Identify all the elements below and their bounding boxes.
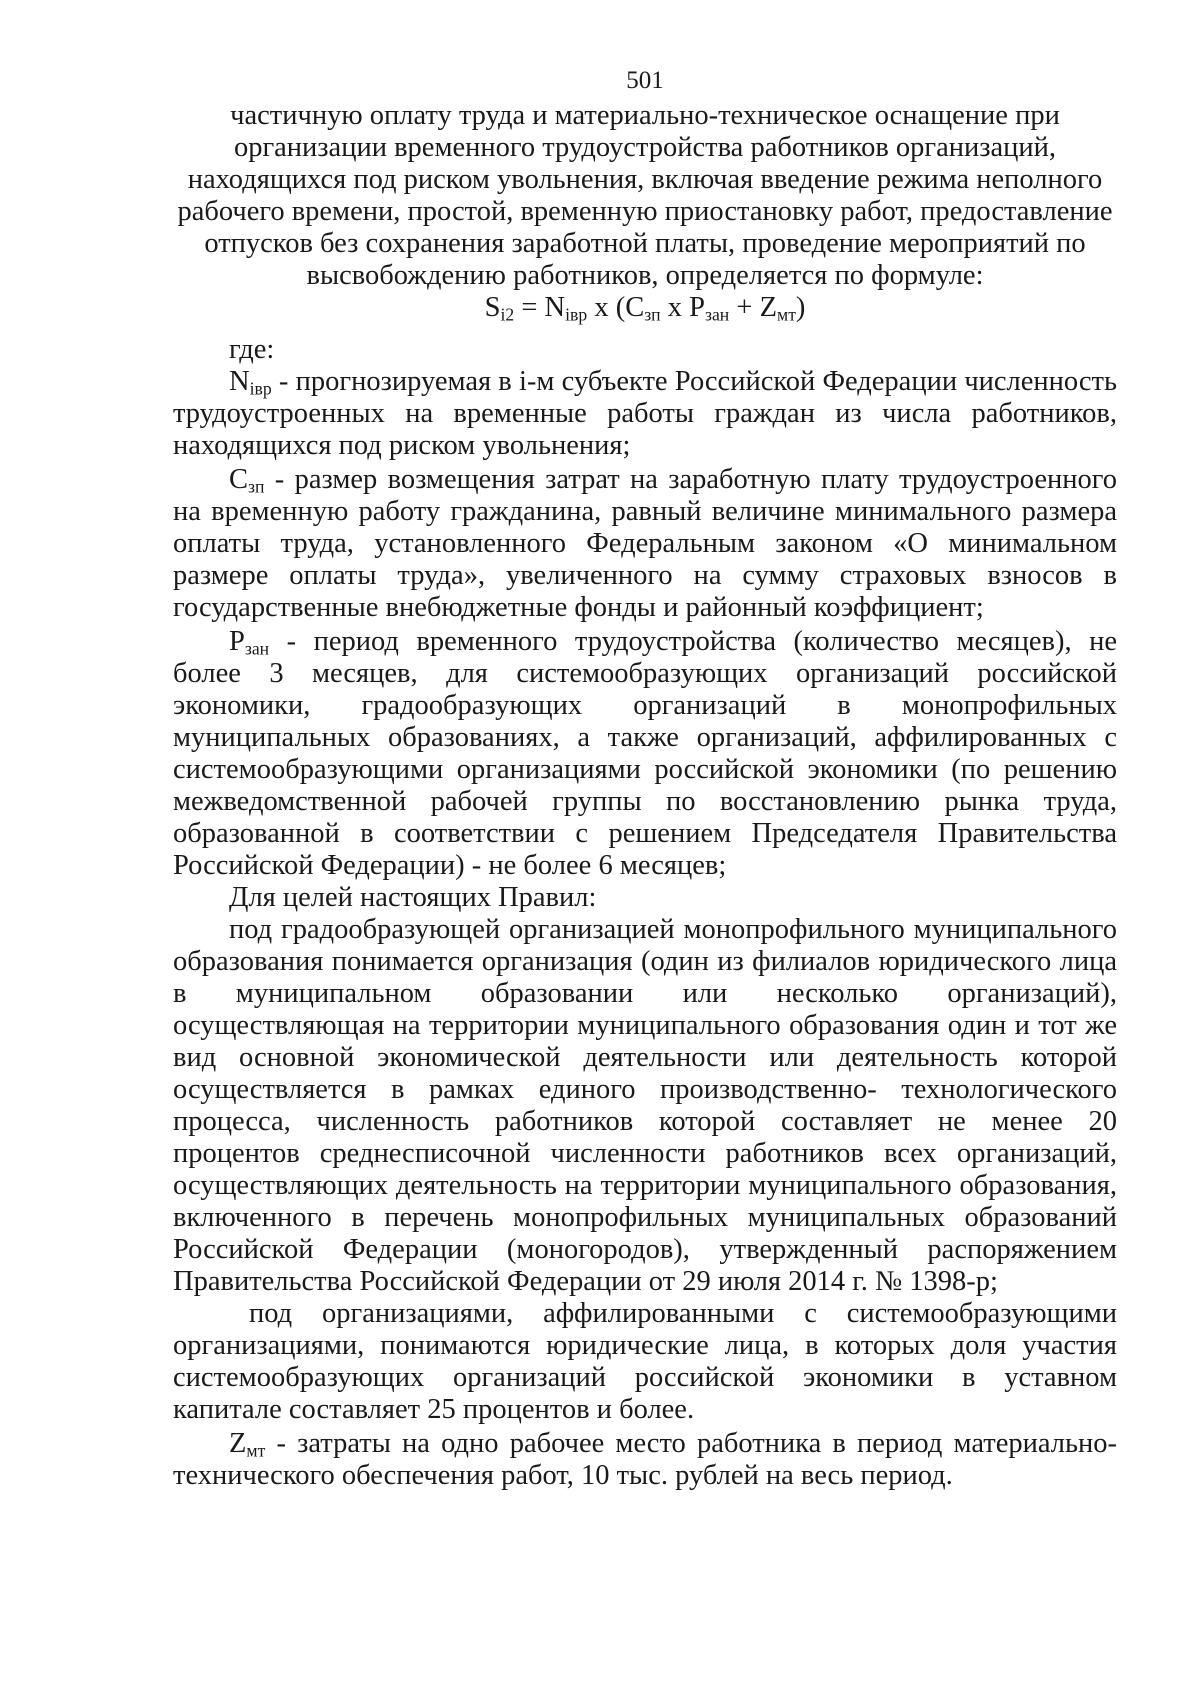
formula-x2: х (660, 292, 690, 323)
formula-n: N (544, 292, 566, 323)
formula-lhs: S (484, 292, 501, 323)
definition-n-sub: iвр (249, 378, 272, 399)
formula-plus: + (729, 292, 760, 323)
formula-z: Z (759, 292, 778, 323)
definition-n-text: - прогнозируемая в i-м субъекте Российской Федерации численность трудоустроенных на временные работы граждан из числа работников, находящихся под риском увольнения; (173, 366, 1117, 461)
rules-label: Для целей настоящих Правил: (229, 882, 597, 913)
rule-city-forming: под градообразующей организацией монопрофильного муниципального образования понимается организация (один из филиалов юридического лица в муниципальном образовании или несколько организаций), осуществляющая на территории муниципального образования один и тот же вид основной экономической деятельности или деятельность которой осуществляется в рамках единого производственно- технологического процесса, численность работников которой составляет не менее 20 процентов среднесписочной численности работников всех организаций, осуществляющих деятельность на территории муниципального образования, включенного в перечень монопрофильных муниципальных образований Российской Федерации (моногородов), утвержденный распоряжением Правительства Российской Федерации от 29 июля 2014 г. № 1398-р; (173, 914, 1117, 1297)
document-page (173, 66, 1117, 1492)
formula-eq: = (514, 292, 545, 323)
definition-z (173, 1428, 1117, 1492)
definition-p-sub: зан (244, 638, 270, 659)
formula-x1: х ( (587, 292, 626, 323)
where-label: где: (229, 334, 275, 365)
intro-paragraph: частичную оплату труда и материально-техническое оснащение при организации временного трудоустройства работников организаций, находящихся под риском увольнения, включая введение режима неполного рабочего времени, простой, временную приостановку работ, предоставление отпусков без сохранения заработной платы, проведение мероприятий по высвобождению работников, определяется по формуле: (177, 100, 1113, 291)
formula-close: ) (795, 292, 806, 323)
definition-p-symbol: Р (229, 626, 245, 657)
definition-c-symbol: С (229, 464, 249, 495)
definition-n (173, 366, 1117, 462)
formula-lhs-sub: i2 (500, 304, 515, 325)
definition-n-symbol: N (229, 366, 250, 397)
definition-z-symbol: Z (229, 1428, 247, 1459)
formula-p: Р (689, 292, 705, 323)
formula-c-sub: зп (644, 304, 661, 325)
formula (173, 292, 1117, 324)
definition-c-text: - размер возмещения затрат на заработную плату трудоустроенного на временную работу гражданина, равный величине минимального размера оплаты труда, установленного Федеральным законом «О минимальном размере оплаты труда», увеличенного на сумму страховых взносов в государственные внебюджетные фонды и районный коэффициент; (173, 464, 1117, 623)
formula-z-sub: мт (777, 304, 796, 325)
definition-p (173, 626, 1117, 882)
definition-c-sub: зп (248, 476, 265, 497)
page-number: 501 (626, 67, 664, 94)
definition-c (173, 464, 1117, 624)
definition-z-sub: мт (246, 1440, 266, 1461)
formula-p-sub: зан (705, 304, 730, 325)
definition-p-text: - период временного трудоустройства (количество месяцев), не более 3 месяцев, для системообразующих организаций российской экономики, градообразующих организаций в монопрофильных муниципальных образованиях, а также организаций, аффилированных с системообразующими организациями российской экономики (по решению межведомственной рабочей группы по восстановлению рынка труда, образованной в соответствии с решением Председателя Правительства Российской Федерации) - не более 6 месяцев; (173, 626, 1117, 881)
formula-c: С (625, 292, 645, 323)
rule-affiliated: под организациями, аффилированными с системообразующими организациями, понимаются юридические лица, в которых доля участия системообразующих организаций российской экономики в уставном капитале составляет 25 процентов и более. (173, 1298, 1117, 1425)
formula-n-sub: iвр (565, 304, 588, 325)
definition-z-text: - затраты на одно рабочее место работника в период материально-технического обеспечения работ, 10 тыс. рублей на весь период. (173, 1428, 1117, 1491)
